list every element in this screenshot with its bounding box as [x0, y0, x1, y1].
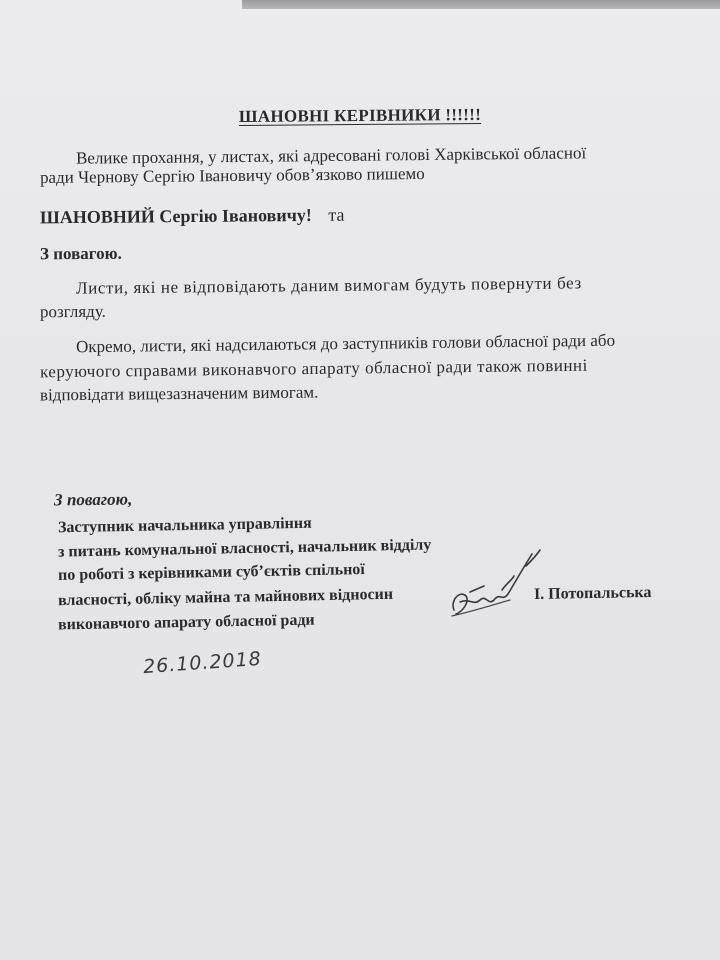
para3-line3: відповідати вищезазначеним вимогам.: [39, 382, 319, 405]
position-line2: з питань комунальної власності, начальник відділу: [57, 536, 432, 561]
handwritten-date: 26.10.2018: [142, 647, 263, 679]
closing-required: З повагою.: [39, 243, 122, 264]
para2-line1: Листи, які не відповідають даним вимогам будуть повернути без: [75, 273, 582, 298]
position-line3: по роботі з керівниками суб’єктів спільної: [57, 561, 365, 584]
signer-name: І. Потопальська: [533, 583, 652, 604]
salutation-text: ШАНОВНИЙ Сергію Івановичу!: [39, 204, 312, 228]
salutation-line: [40, 205, 345, 228]
document-heading: [0, 103, 720, 129]
sign-off: З повагою,: [53, 489, 133, 510]
para2-line2: розгляду.: [39, 301, 106, 322]
para3-line1: Окремо, листи, які надсилаються до заступників голови обласної ради або: [75, 330, 616, 357]
position-line1: Заступник начальника управління: [57, 514, 312, 537]
heading-text: ШАНОВНІ КЕРІВНИКИ !!!!!!: [238, 104, 482, 127]
scan-edge-strip: [242, 0, 720, 9]
salutation-suffix: та: [328, 204, 345, 225]
position-line5: виконавчого апарату обласної ради: [57, 611, 315, 634]
position-line4: власності, обліку майна та майнових відносин: [57, 585, 394, 610]
para1-line1: Велике прохання, у листах, які адресовані голові Харківської обласної: [75, 143, 587, 168]
para3-line2: керуючого справами виконавчого апарату обласної ради також повинні: [39, 355, 588, 382]
para1-line2: ради Чернову Сергію Івановичу обов’язково пишемо: [39, 163, 425, 188]
